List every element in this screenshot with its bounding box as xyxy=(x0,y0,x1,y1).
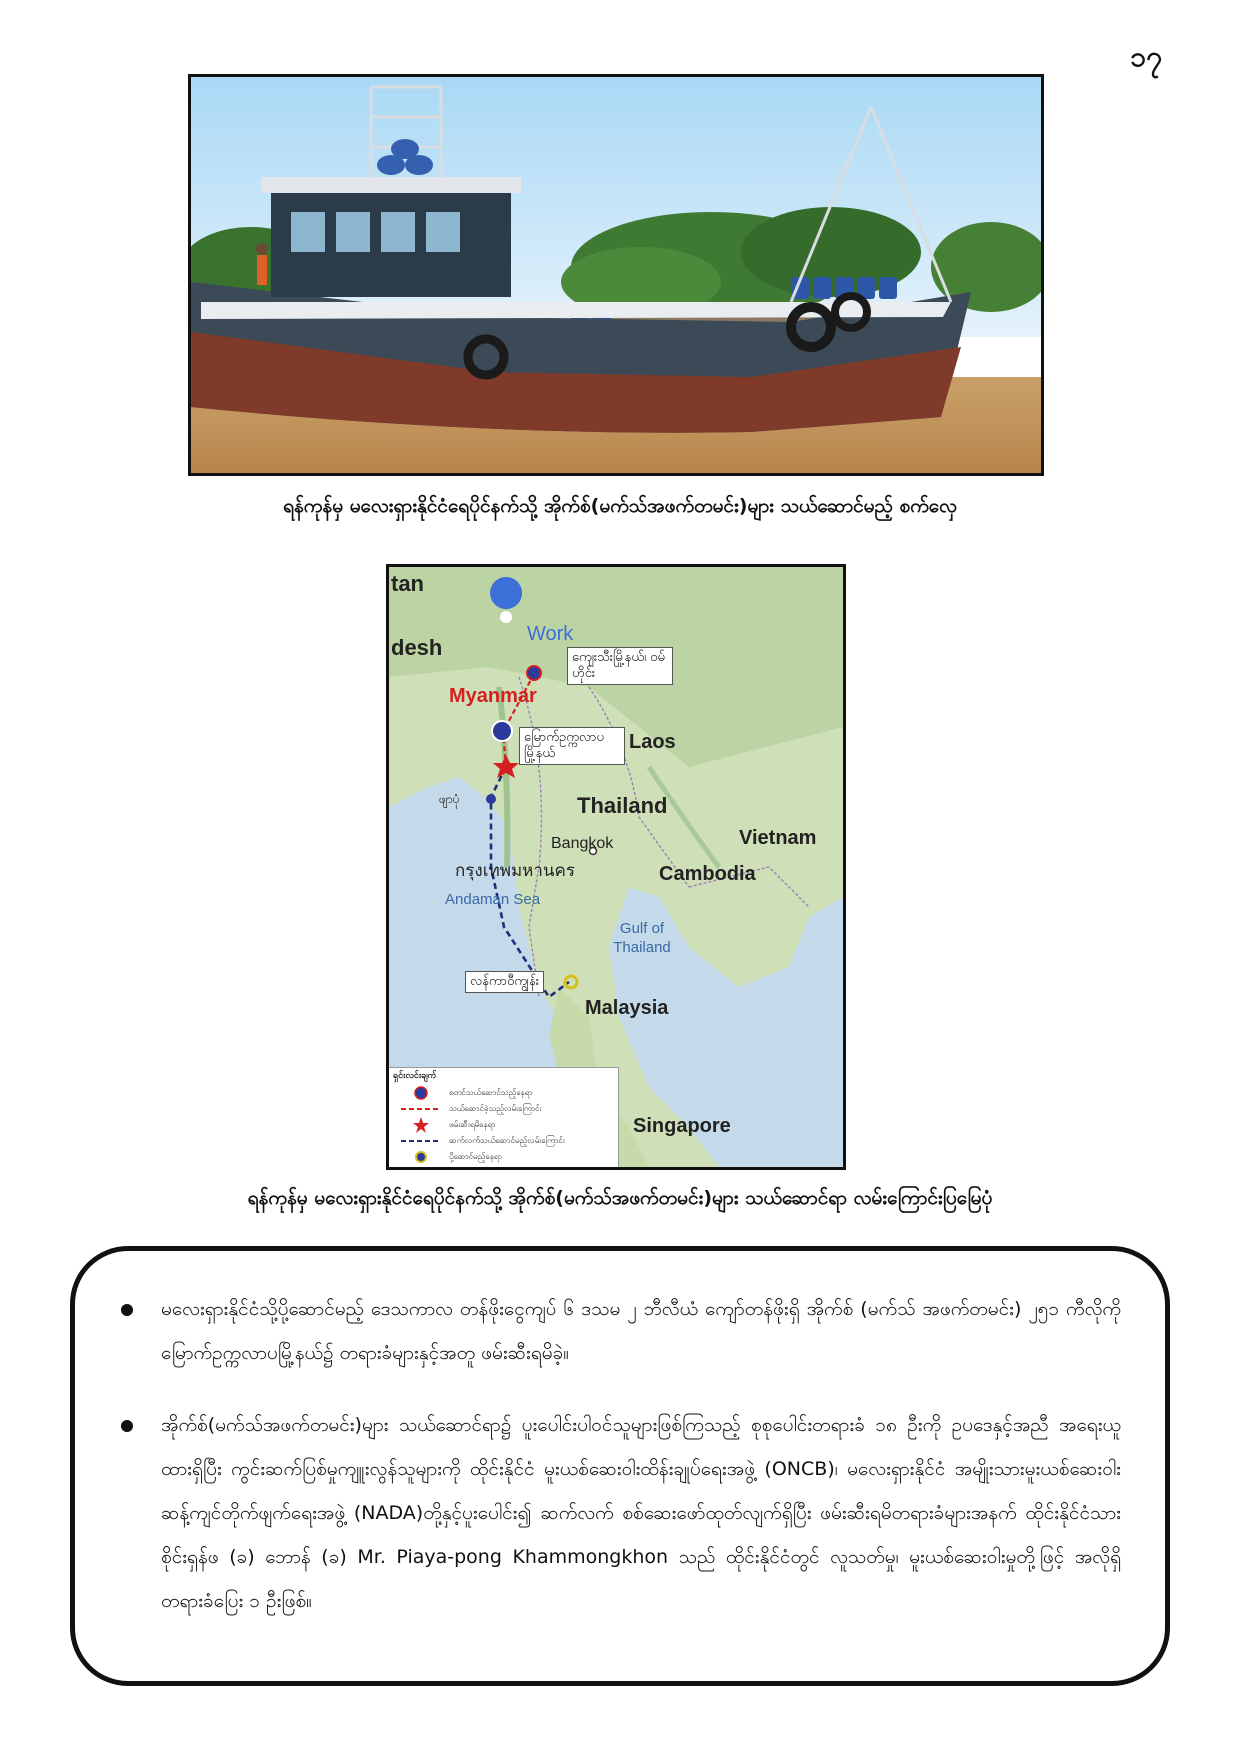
map-label-malaysia: Malaysia xyxy=(585,997,669,1019)
route-map xyxy=(386,564,846,1170)
photo-caption: ရန်ကုန်မှ မလေးရှားနိုင်ငံရေပိုင်နက်သို့ အိုက်စ်(မက်သ်အဖက်တမင်း)များ သယ်ဆောင်မည့် စက်လှေ xyxy=(283,495,957,517)
bullet-item xyxy=(119,1287,1121,1375)
map-label-gulf: Gulf of Thailand xyxy=(613,920,671,956)
map-label-work: Work xyxy=(527,623,574,645)
map-label-bangkok: Bangkok xyxy=(551,835,614,852)
map-label-vietnam: Vietnam xyxy=(739,827,817,849)
legend-item: စတင်သယ်ဆောင်သည့်နေရာ xyxy=(393,1085,614,1101)
bullet-dot-icon xyxy=(121,1420,133,1432)
bullet-dot-icon xyxy=(121,1304,133,1316)
map-label-desh: desh xyxy=(391,635,443,660)
map-legend xyxy=(389,1067,619,1170)
map-label-tan: tan xyxy=(391,571,424,596)
map-label-myanmar: Myanmar xyxy=(449,685,537,707)
legend-item: ဖမ်းဆီးရမိနေရာ xyxy=(393,1117,614,1133)
map-caption: ရန်ကုန်မှ မလေးရှားနိုင်ငံရေပိုင်နက်သို့ အိုက်စ်(မက်သ်အဖက်တမင်း)များ သယ်ဆောင်ရာ လမ်းကြောင်းပြမြေပုံ xyxy=(247,1187,993,1209)
map-label-cambodia: Cambodia xyxy=(659,863,756,885)
bullet-text: မလေးရှားနိုင်ငံသို့ပို့ဆောင်မည့် ဒေသကာလ တန်ဖိုးငွေကျပ် ၆ ဒသမ ၂ ဘီလီယံ ကျော်တန်ဖိုးရှိ အိုက်စ် (မက်သ် အဖက်တမင်း) ၂၅၁ ကီလိုကို မြောက်ဥက္ကလာပမြို့နယ်၌ တရားခံများနှင့်အတူ ဖမ်းဆီးရမိခဲ့။ xyxy=(161,1298,1121,1364)
legend-item: သယ်ဆောင်ခဲ့သည့်လမ်းကြောင်း xyxy=(449,1104,542,1113)
map-label-singapore: Singapore xyxy=(633,1115,731,1137)
destination-label-box: လန်ကာဝီကျွန်း xyxy=(465,971,544,993)
bullet-text: အိုက်စ်(မက်သ်အဖက်တမင်း)များ သယ်ဆောင်ရာ၌ ပူးပေါင်းပါဝင်သူများဖြစ်ကြသည့် စုစုပေါင်းတရားခံ ၁၈ ဦးကို ဥပဒေနှင့်အညီ အရေးယူထားရှိပြီး ကွင်းဆက်ပြစ်မှုကျူးလွန်သူများကို ထိုင်းနိုင်ငံ မူးယစ်ဆေးဝါးထိန်းချုပ်ရေးအဖွဲ့ (ONCB)၊ မလေးရှားနိုင်ငံ အမျိုးသားမူးယစ်ဆေးဝါးဆန့်ကျင်တိုက်ဖျက်ရေးအဖွဲ့ (NADA)တို့နှင့်ပူးပေါင်း၍ ဆက်လက် စစ်ဆေးဖော်ထုတ်လျက်ရှိပြီး ဖမ်းဆီးရမိတရားခံများအနက် ထိုင်းနိုင်ငံသား စိုင်းရှန်ဖ (ခ) ဘောန် (ခ) Mr. Piaya-pong Khammongkhon သည် ထိုင်းနိုင်ငံတွင် လူသတ်မှု၊ မူးယစ်ဆေးဝါးမှုတို့ဖြင့် အလိုရှိတရားခံပြေး ၁ ဦးဖြစ်။ xyxy=(161,1414,1121,1612)
boat-illustration xyxy=(191,77,1041,473)
legend-item: ဆက်လက်သယ်ဆောင်မည့်လမ်းကြောင်း xyxy=(449,1136,565,1145)
origin-marker xyxy=(527,666,541,680)
map-label-bangkok-thai: กรุงเทพมหานคร xyxy=(455,861,576,880)
map-label-thailand: Thailand xyxy=(577,793,668,818)
map-label-laos: Laos xyxy=(629,731,676,753)
page-number: ၁၇ xyxy=(1130,40,1162,73)
port-label: ဖျာပုံ xyxy=(439,792,460,806)
seizure-label-box: မြောက်ဥက္ကလာပ မြို့နယ် xyxy=(519,727,625,765)
origin-label-box: ကျေးသီးမြို့နယ်၊ ဝမ်ဟိုင်း xyxy=(567,647,673,685)
boat-photo xyxy=(188,74,1044,476)
map-label-andaman-sea: Andaman Sea xyxy=(445,891,541,908)
legend-title: ရှင်းလင်းချက် xyxy=(393,1071,437,1081)
seizure-origin-marker xyxy=(492,721,512,741)
summary-box xyxy=(70,1246,1170,1686)
port-marker xyxy=(486,794,496,804)
legend-item: ပို့ဆောင်မည့်နေရာ xyxy=(393,1149,614,1165)
bullet-item xyxy=(119,1403,1121,1623)
